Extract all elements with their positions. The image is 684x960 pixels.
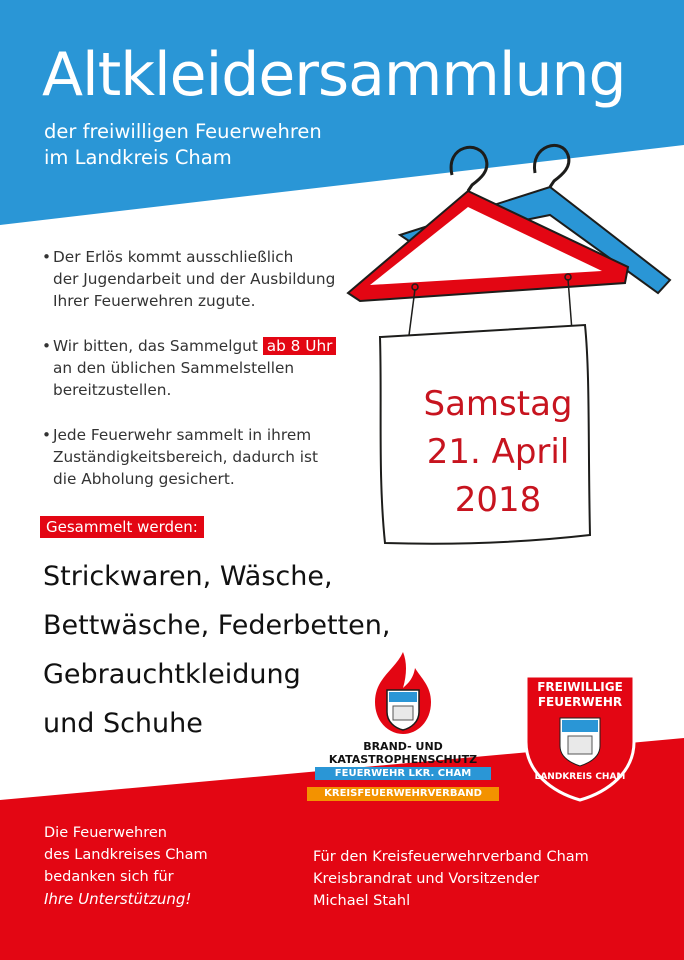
bullet-text: bereitzustellen.: [53, 381, 172, 399]
bullet-text: Ihrer Feuerwehren zugute.: [53, 292, 256, 310]
bullet-icon: •: [42, 337, 52, 355]
bullet-icon: •: [42, 248, 52, 266]
bullet-icon: •: [42, 426, 52, 444]
bullet-text: Der Erlös kommt ausschließlich: [53, 248, 294, 266]
date-year: 2018: [454, 480, 542, 520]
signature-line: Für den Kreisfeuerwehrverband Cham: [313, 849, 589, 865]
signature-text: [313, 846, 589, 912]
shield-text: FEUERWEHR: [537, 695, 623, 709]
flame-crest-icon: [303, 650, 503, 805]
date-day-month: 21. April: [426, 432, 570, 472]
ff-shield-logo: [520, 672, 640, 802]
shield-text: FREIWILLIGE: [537, 680, 623, 694]
date-weekday: Samstag: [423, 384, 573, 424]
shield-bottom-text: LANDKREIS CHAM: [534, 772, 626, 782]
bullet-item: [42, 424, 342, 490]
thanks-line: bedanken sich für: [44, 869, 174, 885]
bullet-text: die Abholung gesichert.: [53, 470, 235, 488]
signature-line: Michael Stahl: [313, 893, 411, 909]
time-highlight: ab 8 Uhr: [263, 337, 337, 355]
bullet-item: [42, 335, 342, 401]
kfv-logo: [303, 650, 503, 805]
bullet-text: Jede Feuerwehr sammelt in ihrem: [53, 426, 312, 444]
collected-label: Gesammelt werden:: [40, 516, 204, 538]
bullet-text: der Jugendarbeit und der Ausbildung: [53, 270, 336, 288]
subtitle-line-1: der freiwilligen Feuerwehren: [44, 120, 322, 143]
thanks-line: Ihre Unterstützung!: [44, 890, 192, 908]
bullet-text: an den üblichen Sammelstellen: [53, 359, 295, 377]
logo-bar-blue: FEUERWEHR LKR. CHAM: [315, 767, 491, 780]
collected-item: und Schuhe: [43, 708, 203, 739]
logo-bar-orange: KREISFEUERWEHRVERBAND: [307, 787, 499, 801]
event-date: [408, 380, 588, 524]
logo-text: BRAND- UND: [363, 740, 443, 753]
bullet-item: [42, 246, 342, 312]
collected-item: Bettwäsche, Federbetten,: [43, 610, 391, 641]
page-title: Altkleidersammlung: [42, 40, 626, 110]
thanks-line: des Landkreises Cham: [44, 847, 208, 863]
collected-item: Strickwaren, Wäsche,: [43, 561, 333, 592]
bullet-text: Zuständigkeitsbereich, dadurch ist: [53, 448, 319, 466]
thanks-line: Die Feuerwehren: [44, 825, 167, 841]
subtitle-line-2: im Landkreis Cham: [44, 146, 232, 169]
thanks-text: [44, 822, 208, 910]
logo-text: KATASTROPHENSCHUTZ: [328, 753, 478, 766]
info-bullets: [42, 246, 342, 513]
collected-item: Gebrauchtkleidung: [43, 659, 301, 690]
signature-line: Kreisbrandrat und Vorsitzender: [313, 871, 540, 887]
bullet-text: Wir bitten, das Sammelgut: [53, 337, 263, 355]
